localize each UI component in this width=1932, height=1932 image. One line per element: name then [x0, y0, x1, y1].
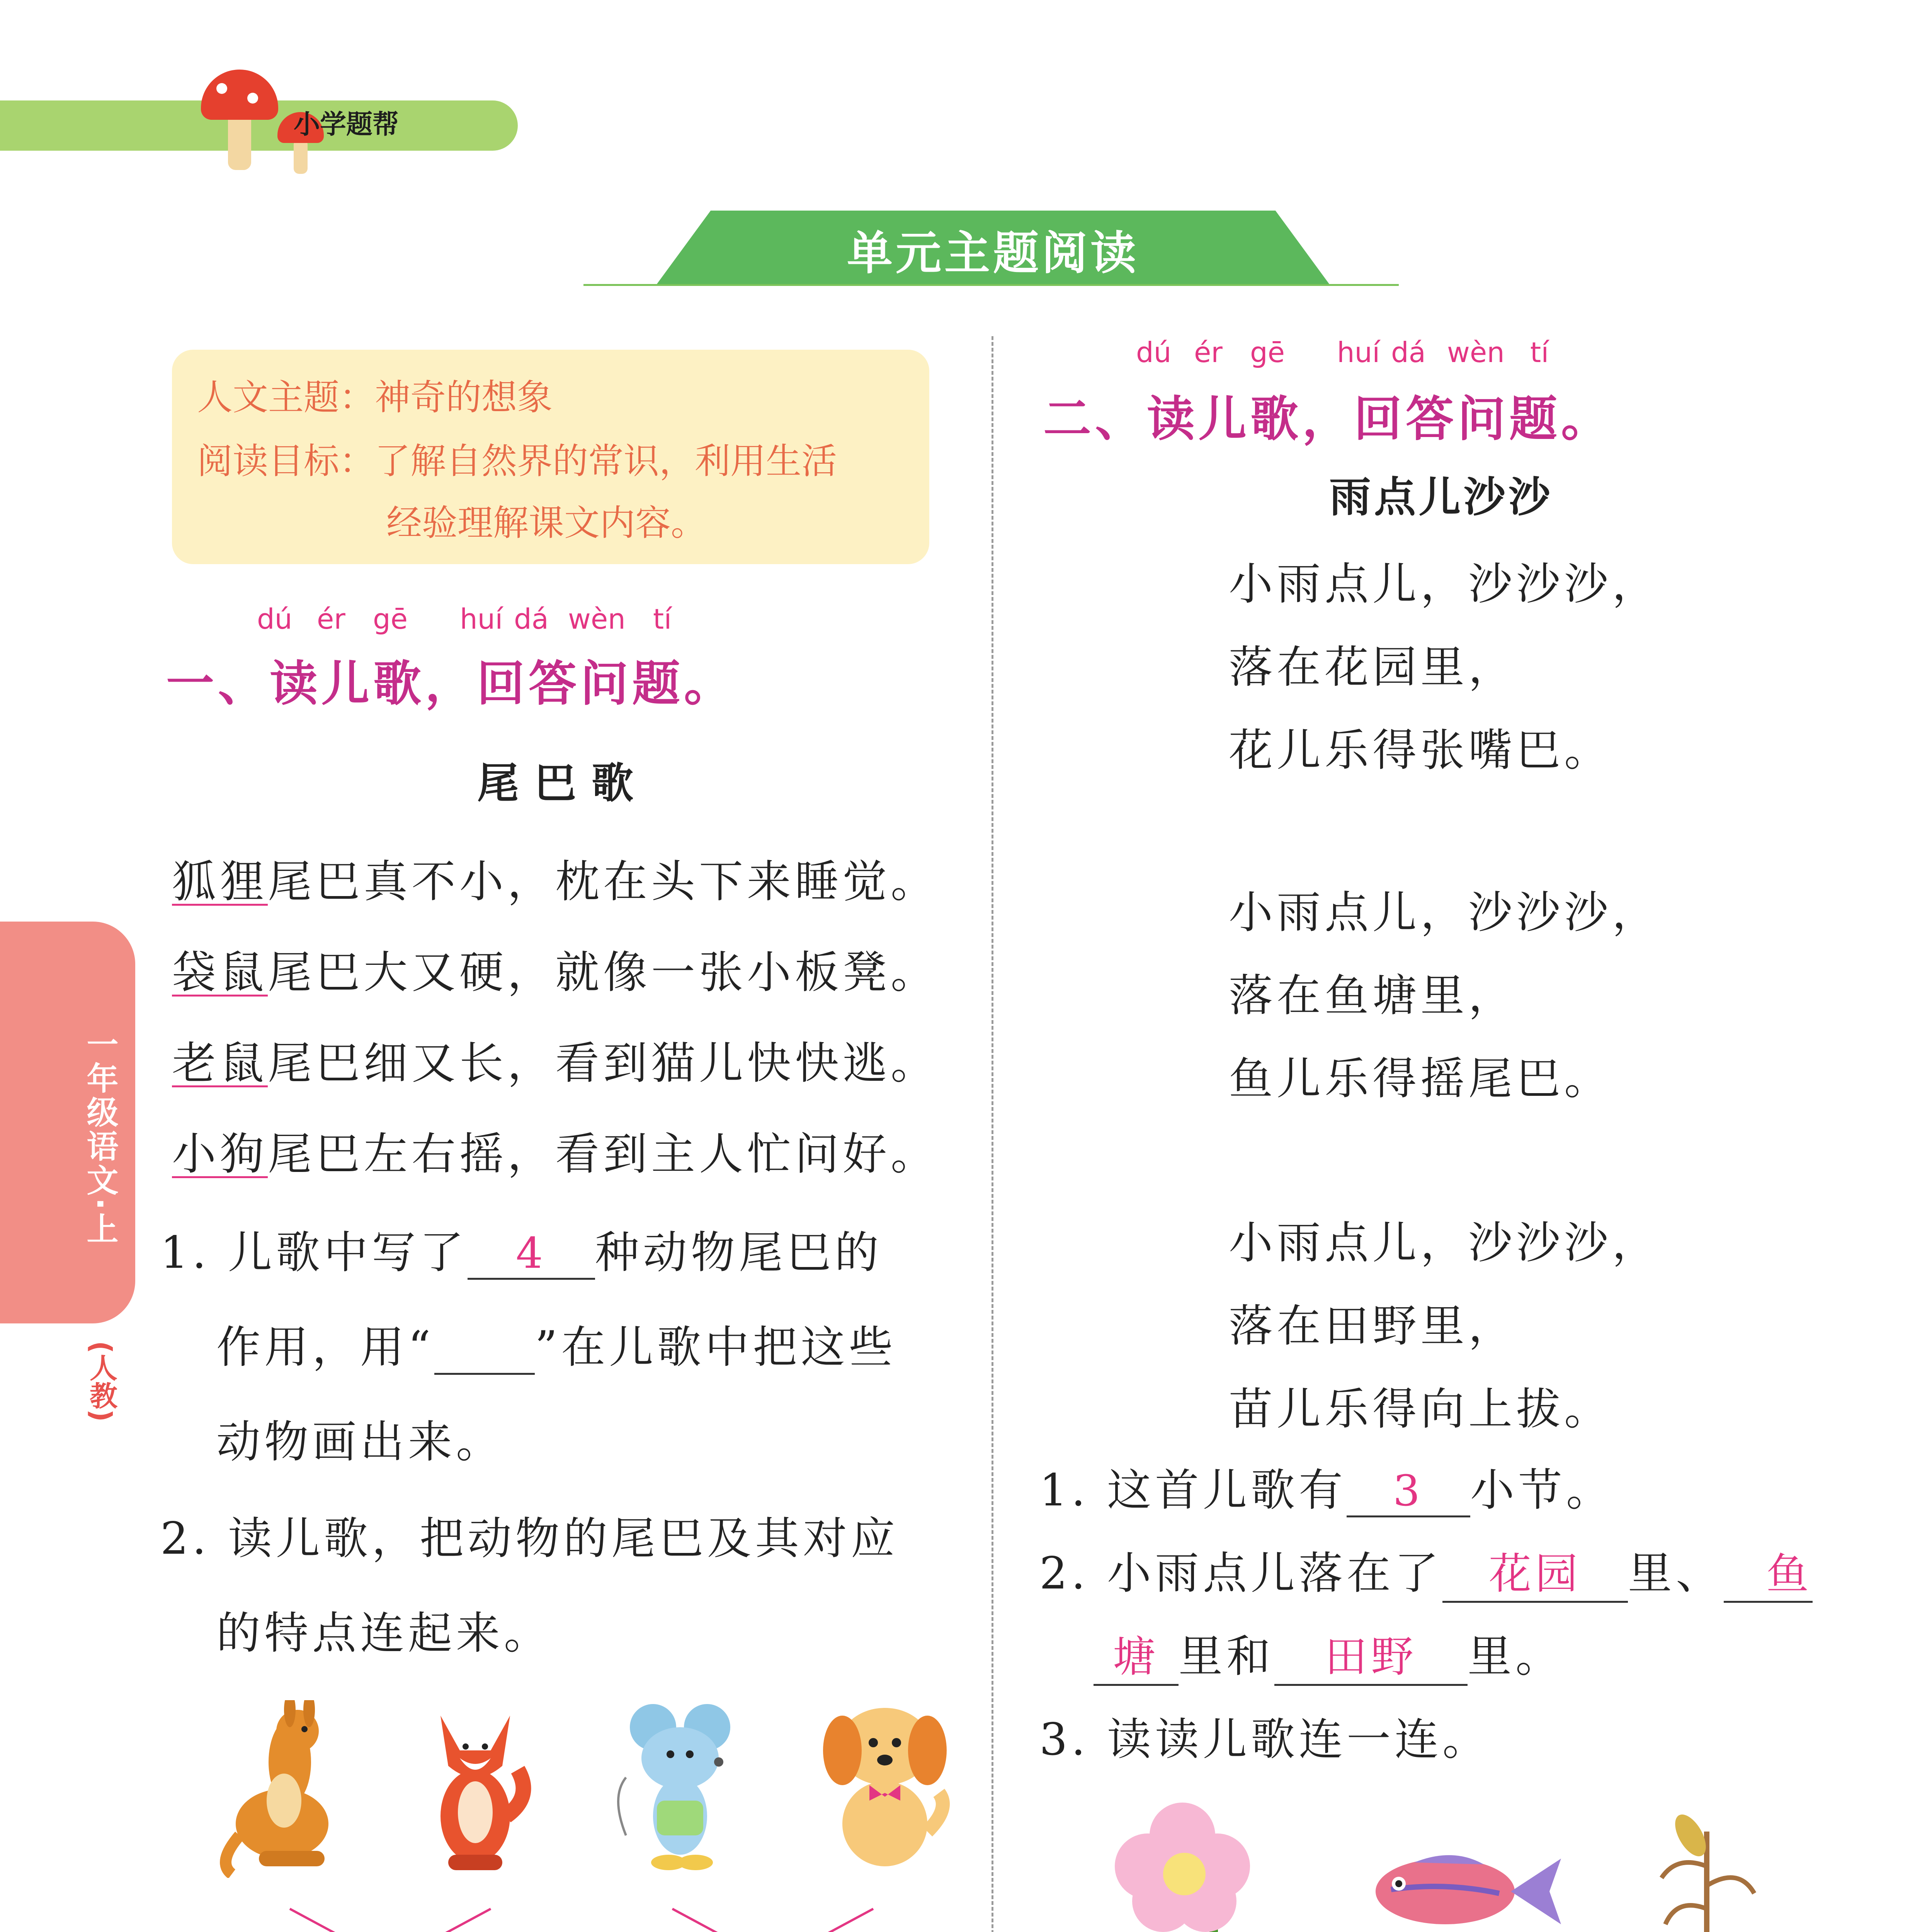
answer-blank: 4	[468, 1228, 595, 1280]
stanza-line: 小雨点儿，沙沙沙，	[1229, 558, 1660, 610]
flower-icon	[1082, 1801, 1283, 1932]
mushroom-small-icon	[294, 139, 308, 174]
side-tab-label: 一年级语文·上	[82, 1028, 118, 1247]
poem-line: 小狗尾巴左右摇，看到主人忙问好。	[172, 1128, 939, 1180]
pinyin-ge: gē	[1250, 336, 1285, 369]
question-2: 2. 读儿歌，把动物的尾巴及其对应	[160, 1513, 899, 1564]
column-divider	[992, 336, 993, 1932]
pinyin-ti: tí	[1530, 336, 1549, 369]
theme-text: 人文主题：神奇的想象	[197, 377, 553, 418]
brand-label: 小学题帮	[294, 109, 399, 140]
title-underline	[583, 284, 1399, 286]
poem-title-tail-song: 尾巴歌	[477, 759, 649, 808]
page-title: 单元主题阅读	[847, 226, 1139, 280]
pinyin-ge: gē	[373, 603, 408, 635]
stanza-line: 鱼儿乐得摇尾巴。	[1229, 1053, 1612, 1104]
match-lines	[286, 1901, 904, 1932]
mushroom-dot	[247, 93, 258, 104]
stanza-line: 落在鱼塘里，	[1229, 970, 1517, 1021]
question-1: 1. 儿歌中写了 4 种动物尾巴的	[160, 1217, 883, 1281]
question-3: 3. 读读儿歌连一连。	[1039, 1714, 1491, 1765]
side-tab-edition: (人教)	[85, 1341, 117, 1422]
answer-blank: 塘	[1094, 1623, 1179, 1686]
stanza-line: 花儿乐得张嘴巴。	[1229, 724, 1612, 776]
poem-title-raindrops: 雨点儿沙沙	[1329, 473, 1554, 522]
stanza-line: 苗儿乐得向上拔。	[1229, 1383, 1612, 1435]
pinyin-er: ér	[1194, 336, 1223, 369]
dog-icon	[811, 1692, 958, 1878]
question-2: 2. 小雨点儿落在了 花园 里、 鱼	[1039, 1538, 1813, 1603]
fox-icon	[417, 1700, 533, 1878]
pinyin-wen: wèn	[568, 603, 626, 635]
pinyin-da: dá	[1391, 336, 1426, 369]
pinyin-du: dú	[1136, 336, 1172, 369]
pinyin-wen: wèn	[1447, 336, 1505, 369]
poem-line: 袋鼠尾巴大又硬，就像一张小板凳。	[172, 947, 939, 998]
fish-icon	[1368, 1847, 1569, 1932]
pinyin-hui: huí	[460, 603, 503, 635]
part2-heading: 二、读儿歌，回答问题。	[1043, 391, 1613, 447]
question-2-line2: 塘 里和 田野 里。	[1094, 1621, 1563, 1686]
stanza-line: 落在花园里，	[1229, 641, 1517, 693]
mushroom-dot	[216, 83, 227, 94]
pinyin-da: dá	[514, 603, 549, 635]
pinyin-hui: huí	[1337, 336, 1380, 369]
question-1-line2: 作用，用“ ”在儿歌中把这些	[216, 1312, 897, 1375]
question-2-line2: 的特点连起来。	[216, 1607, 552, 1659]
stanza-line: 小雨点儿，沙沙沙，	[1229, 887, 1660, 938]
answer-blank: 3	[1347, 1466, 1470, 1517]
goal-text-line2: 经验理解课文内容。	[386, 502, 707, 544]
answer-blank: 田野	[1274, 1623, 1468, 1686]
pinyin-er: ér	[317, 603, 345, 635]
part1-heading: 一、读儿歌，回答问题。	[166, 656, 736, 712]
pinyin-ti: tí	[653, 603, 672, 635]
kangaroo-icon	[209, 1700, 355, 1878]
wheat-seedling-icon	[1654, 1808, 1762, 1932]
mushroom-icon	[201, 70, 278, 120]
mouse-icon	[611, 1700, 757, 1878]
stanza-line: 小雨点儿，沙沙沙，	[1229, 1217, 1660, 1269]
question-1: 1. 这首儿歌有 3 小节。	[1039, 1455, 1614, 1518]
poem-line: 狐狸尾巴真不小，枕在头下来睡觉。	[172, 856, 939, 907]
goal-text-line1: 阅读目标：了解自然界的常识，利用生活	[197, 440, 837, 482]
answer-blank: 花园	[1442, 1540, 1628, 1603]
answer-blank: 鱼	[1724, 1540, 1813, 1603]
pinyin-du: dú	[257, 603, 293, 635]
poem-line: 老鼠尾巴细又长，看到猫儿快快逃。	[172, 1037, 939, 1089]
stanza-line: 落在田野里，	[1229, 1300, 1517, 1352]
mushroom-icon	[228, 112, 251, 170]
question-1-line3: 动物画出来。	[216, 1416, 504, 1468]
